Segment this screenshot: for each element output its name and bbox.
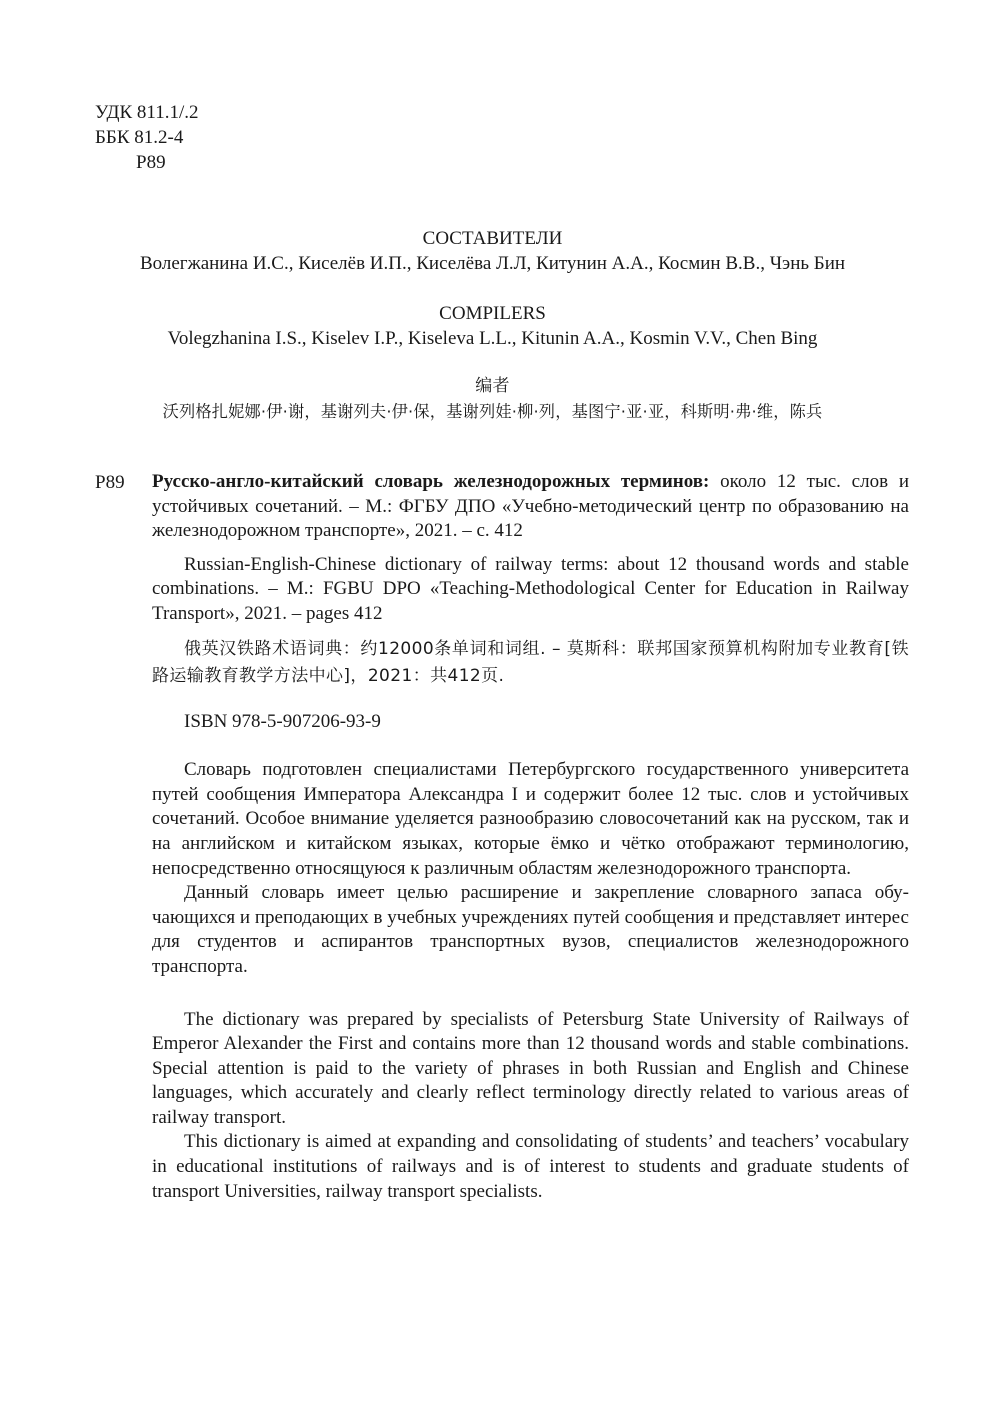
- bibliographic-mark: Р89: [95, 472, 125, 493]
- entry-ru: [152, 470, 909, 544]
- compilers-en-heading: COMPILERS: [439, 303, 546, 324]
- bbk-code: ББК 81.2-4: [95, 127, 184, 148]
- annotation-en-paragraph-1: The dictionary was prepared by specialists of Petersburg State University of Railways of Emperor Alexander the First and contains more than 12 thousand words and stable combinations. Special attention is paid to the variety of phrases in both Russian and English and Chinese languages, which accurately and clearly reflect terminology directly related to various areas of railway transport.: [152, 1008, 909, 1128]
- compilers-ru-names: Волегжанина И.С., Киселёв И.П., Киселёва Л.Л, Китунин А.А., Космин В.В., Чэнь Бин: [139, 253, 846, 274]
- compilers-zh-names: 沃列格扎妮娜·伊·谢，基谢列夫·伊·保，基谢列娃·柳·列，基图宁·亚·亚，科斯明·弗·维，陈兵: [162, 402, 823, 421]
- isbn: ISBN 978-5-907206-93-9: [184, 710, 381, 732]
- compilers-zh: [80, 374, 905, 424]
- dictionary-title-ru: Русско-англо-китайский словарь железнодорожных терминов:: [152, 471, 710, 492]
- udk-code: УДК 811.1/.2: [95, 102, 199, 123]
- annotation-ru-paragraph-1: Словарь подготовлен специалистами Петербургского государственного университета путей сообщения Императора Александра I и содержит более 12 тыс. слов и устойчивых сочетаний. Особое внимание уделяется разнообразию словосочетаний как на русском, так и на английском и китайском языках, которые ёмко и чётко отображают терминологию, непосредственно относящуюся к различным областям железнодорожного транспорта.: [152, 759, 909, 879]
- compilers-ru-heading: СОСТАВИТЕЛИ: [422, 228, 563, 249]
- entry-zh: 俄英汉铁路术语词典：约12000条单词和词组. – 莫斯科：联邦国家预算机构附加专业教育[铁路运输教育教学方法中心]，2021：共412页.: [152, 638, 909, 686]
- entry-en: Russian-English-Chinese dictionary of railway terms: about 12 thousand words and stable combinations. – M.: FGBU DPO «Teaching-Methodological Center for Education in Railway Transport», 2021. – pages 412: [152, 553, 909, 624]
- bibliographic-entry: [152, 470, 909, 1204]
- cutter-code: Р89: [136, 152, 166, 173]
- compilers-en-names: Volegzhanina I.S., Kiselev I.P., Kiseleva L.L., Kitunin A.A., Kosmin V.V., Chen Bing: [167, 328, 818, 349]
- library-classification: [95, 100, 199, 175]
- entry-ru-details: около 12 тыс. слов и устойчивых сочетаний. – М.: ФГБУ ДПО «Учебно-методический центр по образованию на железнодорожном транспорте», 2021. – с. 412: [152, 471, 909, 542]
- compilers-en: [80, 301, 905, 351]
- annotation-en-paragraph-2: This dictionary is aimed at expanding and consolidating of students’ and teachers’ vocabulary in educational institutions of railways and is of interest to students and graduate students of transport Universities, railway transport specialists.: [152, 1131, 909, 1202]
- annotation-ru-paragraph-2: Данный словарь имеет целью расширение и закрепление словарного запаса обучающихся и преподающих в учебных учреждениях путей сообщения и представляет интерес для студентов и аспирантов транспортных вузов, специалистов железнодорожного транспорта.: [152, 882, 909, 977]
- compilers-ru: [80, 226, 905, 276]
- compilers-zh-heading: 编者: [475, 376, 510, 396]
